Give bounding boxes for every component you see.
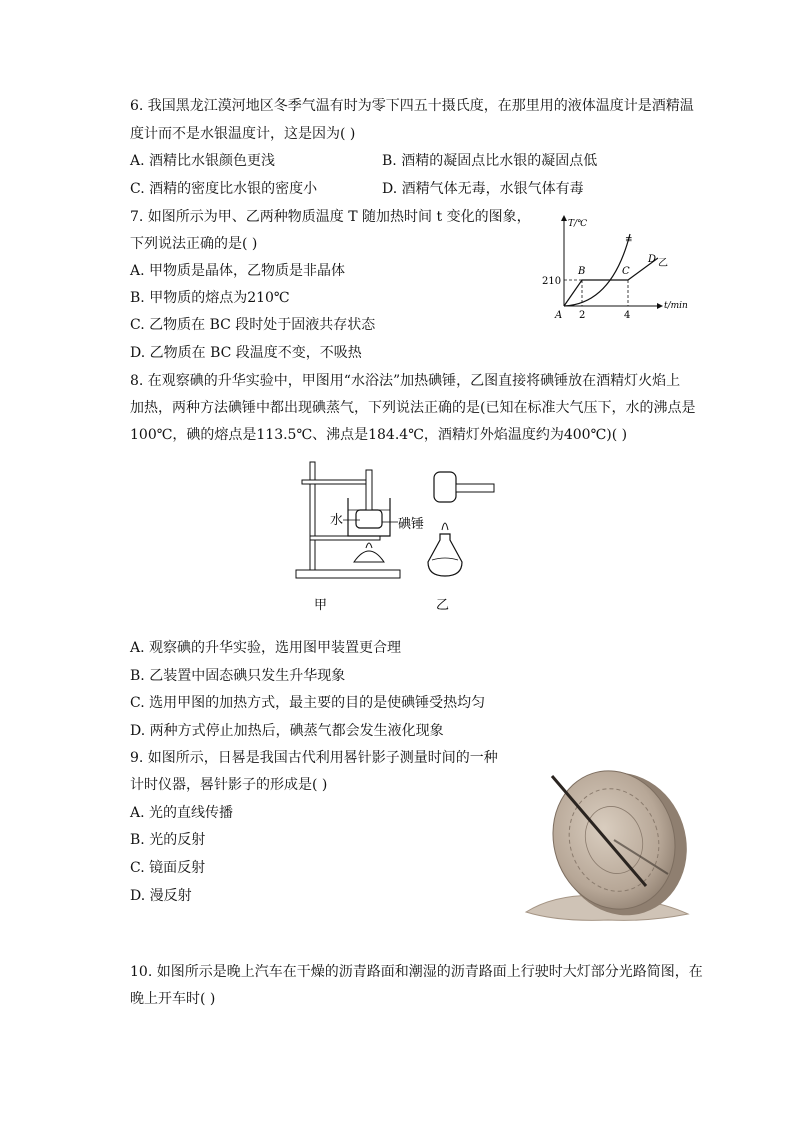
point-label-c: C bbox=[622, 266, 630, 277]
iodine-experiment-figure bbox=[290, 452, 500, 616]
tube-neck bbox=[366, 470, 372, 510]
series-label-jia: ≡ bbox=[625, 235, 633, 245]
label-water: 水 bbox=[330, 513, 344, 528]
y-tick-210: 210 bbox=[542, 276, 562, 287]
q8-stem-line1: 8. 在观察碘的升华实验中，甲图用“水浴法”加热碘锤，乙图直接将碘锤放在酒精灯火焰上 bbox=[130, 373, 681, 389]
point-label-b: B bbox=[578, 266, 586, 277]
sundial-image bbox=[518, 762, 694, 924]
q8-option-b: B. 乙装置中固态碘只发生升华现象 bbox=[130, 668, 346, 684]
q8-stem-line2: 加热，两种方法碘锤中都出现碘蒸气，下列说法正确的是(已知在标准大气压下，水的沸点是 bbox=[130, 400, 696, 416]
caption-yi: 乙 bbox=[436, 598, 450, 613]
q8-stem-line3: 100℃，碘的熔点是113.5℃、沸点是184.4℃，酒精灯外焰温度约为400℃)( ) bbox=[130, 427, 628, 443]
q7-option-d: D. 乙物质在 BC 段温度不变，不吸热 bbox=[130, 345, 362, 361]
iodine-tube-yi bbox=[434, 472, 456, 502]
q10-stem-line2: 晚上开车时( ) bbox=[130, 991, 216, 1007]
q8-option-d: D. 两种方式停止加热后，碘蒸气都会发生液化现象 bbox=[130, 723, 444, 739]
stand-base bbox=[296, 570, 400, 578]
q6-option-b: B. 酒精的凝固点比水银的凝固点低 bbox=[382, 153, 598, 169]
q7-stem-line2: 下列说法正确的是( ) bbox=[130, 236, 258, 252]
flame-yi bbox=[442, 523, 448, 530]
q9-option-d: D. 漫反射 bbox=[130, 888, 192, 904]
x-tick-4: 4 bbox=[624, 310, 631, 321]
origin-label-a: A bbox=[555, 310, 563, 321]
q9-option-b: B. 光的反射 bbox=[130, 832, 206, 848]
label-iodine-tube: 碘锤 bbox=[398, 517, 425, 532]
curve-jia bbox=[564, 234, 630, 306]
flame-jia bbox=[366, 543, 372, 548]
q8-option-c: C. 选用甲图的加热方式，最主要的目的是使碘锤受热均匀 bbox=[130, 695, 486, 711]
q6-option-c: C. 酒精的密度比水银的密度小 bbox=[130, 181, 318, 197]
q6-option-d: D. 酒精气体无毒，水银气体有毒 bbox=[382, 181, 584, 197]
x-axis-label: t/min bbox=[664, 301, 688, 311]
q9-stem-line1: 9. 如图所示，日晷是我国古代利用晷针影子测量时间的一种 bbox=[130, 750, 498, 766]
q8-option-a: A. 观察碘的升华实验，选用图甲装置更合理 bbox=[130, 640, 402, 656]
q9-stem-line2: 计时仪器，晷针影子的形成是( ) bbox=[130, 777, 328, 793]
q6-option-a: A. 酒精比水银颜色更浅 bbox=[130, 153, 276, 169]
temperature-time-graph bbox=[542, 212, 694, 322]
stand-rod bbox=[310, 462, 315, 570]
q9-option-c: C. 镜面反射 bbox=[130, 860, 206, 876]
iodine-tube-jia bbox=[356, 510, 382, 528]
clamp-arm bbox=[302, 480, 372, 484]
q10-stem-line1: 10. 如图所示是晚上汽车在干燥的沥青路面和潮湿的沥青路面上行驶时大灯部分光路简图，在 bbox=[130, 964, 703, 980]
q7-option-c: C. 乙物质在 BC 段时处于固液共存状态 bbox=[130, 317, 376, 333]
q6-stem-line1: 6. 我国黑龙江漠河地区冬季气温有时为零下四五十摄氏度，在那里用的液体温度计是酒精温 bbox=[130, 98, 694, 114]
q7-option-b: B. 甲物质的熔点为210℃ bbox=[130, 290, 290, 306]
x-tick-2: 2 bbox=[579, 310, 586, 321]
q9-option-a: A. 光的直线传播 bbox=[130, 805, 234, 821]
q7-stem-line1: 7. 如图所示为甲、乙两种物质温度 T 随加热时间 t 变化的图象， bbox=[130, 209, 531, 225]
y-axis-label: T/℃ bbox=[568, 219, 588, 229]
q7-option-a: A. 甲物质是晶体，乙物质是非晶体 bbox=[130, 263, 346, 279]
series-label-yi: 乙 bbox=[658, 258, 668, 269]
alcohol-lamp-jia bbox=[354, 551, 384, 562]
alcohol-lamp-yi bbox=[428, 534, 462, 576]
q6-stem-line2: 度计而不是水银温度计，这是因为( ) bbox=[130, 126, 356, 142]
holder-yi bbox=[456, 484, 494, 492]
caption-jia: 甲 bbox=[314, 598, 328, 613]
point-label-d: D bbox=[648, 254, 657, 265]
